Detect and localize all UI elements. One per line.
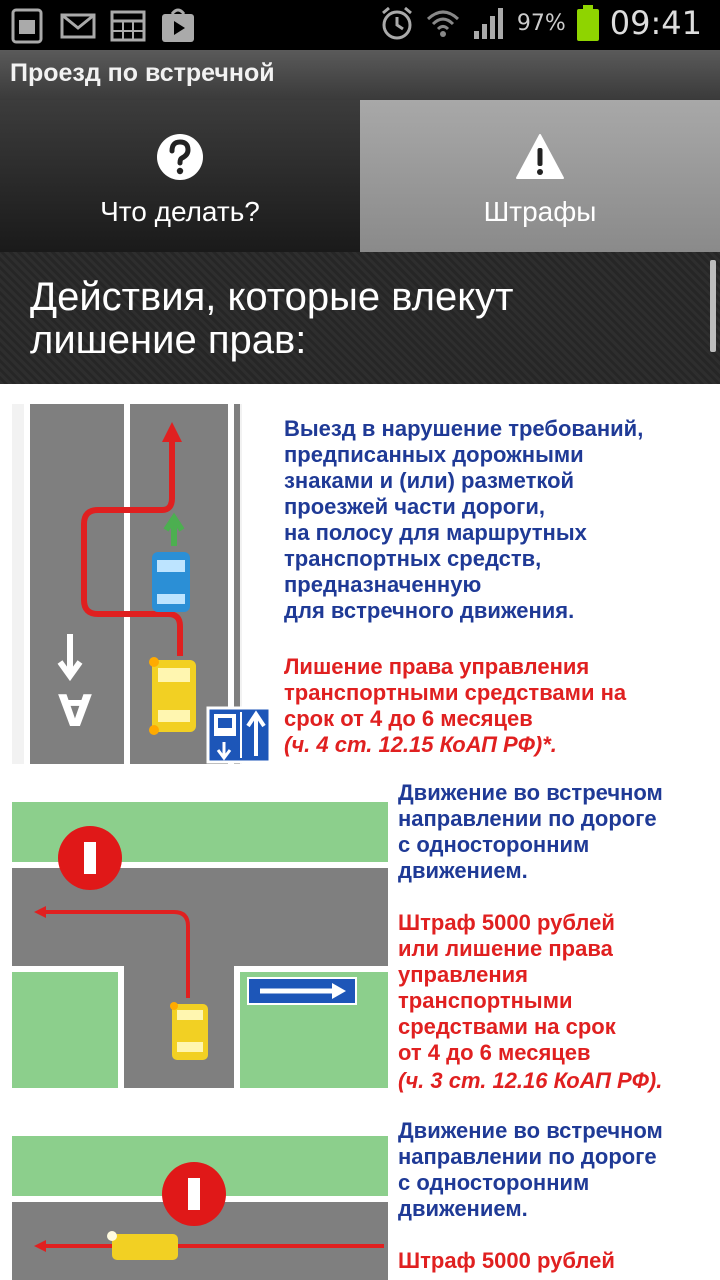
signal-icon [471,5,507,41]
wifi-icon [425,5,461,41]
item-1-description: Выезд в нарушение требований, предписанных дорожными знаками и (или) разметкой проезжей части дороги, на полосу для маршрутных транспортных средств, предназначенную для встречного движения. [284,416,644,623]
battery-percent: 97% [516,10,566,36]
item-3-description: Движение во встречном направлении по дороге с односторонним движением. [398,1118,663,1221]
diagram-oncoming-lane [12,404,274,764]
svg-text:A: A [57,683,93,734]
action-bar [0,50,720,100]
tab-label-fines: Штрафы [483,196,597,227]
item-2-description: Движение во встречном направлении по дороге с односторонним движением. [398,780,663,883]
item-1-law-ref: (ч. 4 ст. 12.15 КоАП РФ)*. [284,732,557,757]
section-header [0,252,720,384]
calendar-icon [110,8,146,44]
tab-what-to-do[interactable] [0,100,361,252]
item-3-penalty: Штраф 5000 рублей [398,1248,615,1273]
item-2-penalty: Штраф 5000 рублей или лишение права управления транспортными средствами на срок от 4 до 6 месяцев [398,910,616,1065]
tab-label-what-to-do: Что делать? [100,196,260,227]
mail-icon [60,8,96,44]
item-2-law-ref: (ч. 3 ст. 12.16 КоАП РФ). [398,1068,663,1093]
diagram-one-way-road-2 [12,1136,388,1280]
play-store-icon [160,8,196,44]
warning-icon [515,132,565,182]
scrollbar-thumb[interactable] [710,260,716,352]
status-time: 09:41 [609,4,702,42]
battery-icon [576,4,600,42]
item-1-penalty: Лишение права управления транспортными средствами на срок от 4 до 6 месяцев [284,654,627,731]
question-icon [155,132,205,182]
sim-icon [10,8,46,44]
tab-fines[interactable] [360,100,720,252]
tab-bar [0,100,720,252]
content-scroll-area[interactable] [0,384,720,1280]
app-title: Проезд по встречной [10,59,275,87]
status-bar [0,0,720,50]
alarm-icon [379,5,415,41]
section-heading: Действия, которые влекут лишение прав: [30,275,514,362]
diagram-one-way-road [12,802,388,1088]
